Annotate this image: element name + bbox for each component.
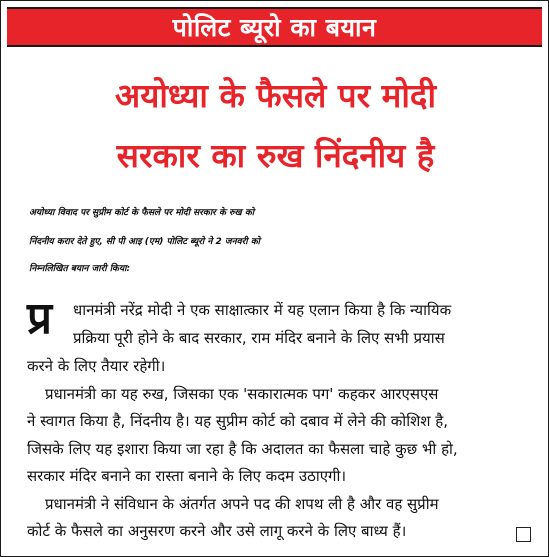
drop-cap: प्र (27, 293, 53, 344)
banner-title: पोलिट ब्यूरो का बयान (172, 12, 377, 42)
paragraph-1-line-3: करने के लिए तैयार रहेगी। (27, 357, 166, 375)
intro-line-1: अयोध्या विवाद पर सुप्रीम कोर्ट के फैसले पर मोदी सरकार के रुख को (29, 208, 255, 218)
intro-line-2: निंदनीय करार देते हुए, सी पी आइ (एम) पोलिट ब्यूरो ने 2 जनवरी को (29, 237, 260, 247)
headline-line-1: अयोध्या के फैसले पर मोदी (114, 76, 436, 115)
headline-line-2: सरकार का रुख निंदनीय है (116, 136, 435, 175)
paragraph-1-line-2: प्रक्रिया पूरी होने के बाद सरकार, राम मंदिर बनाने के लिए सभी प्रयास (73, 329, 445, 347)
paragraph-2-line-1: प्रधानमंत्री का यह रुख, जिसका एक 'सकारात्मक पग' कहकर आरएसएस (45, 385, 439, 403)
intro-line-3: निम्नलिखित बयान जारी किया: (29, 264, 131, 274)
paragraph-2-line-3: जिसके लिए यह इशारा किया जा रहा है कि अदालत का फैसला चाहे कुछ भी हो, (27, 440, 458, 458)
paragraph-2-line-2: ने स्वागत किया है, निंदनीय है। यह सुप्रीम कोर्ट को दबाव में लेने की कोशिश है, (27, 412, 448, 430)
paragraph-2-line-4: सरकार मंदिर बनाने का रास्ता बनाने के लिए कदम उठाएगी। (27, 467, 347, 485)
paragraph-3-line-2: कोर्ट के फैसले का अनुसरण करने और उसे लागू करने के लिए बाध्य हैं। (27, 522, 407, 540)
end-mark-box (516, 527, 531, 542)
header-banner (7, 7, 542, 47)
paragraph-3-line-1: प्रधानमंत्री ने संविधान के अंतर्गत अपने पद की शपथ ली है और वह सुप्रीम (45, 495, 439, 513)
paragraph-1-line-1: धानमंत्री नरेंद्र मोदी ने एक साक्षात्कार में यह एलान किया है कि न्यायिक (73, 301, 452, 319)
